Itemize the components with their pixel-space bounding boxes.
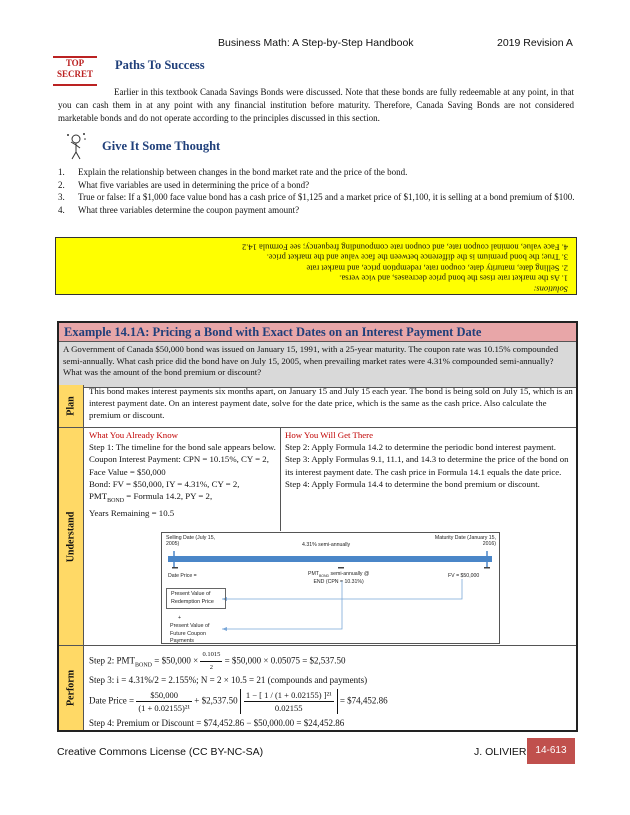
question-item xyxy=(58,204,578,217)
willget-line: Step 2: Apply Formula 14.2 to determine the periodic bond interest payment. xyxy=(285,442,556,453)
willget-line: Step 4: Apply Formula 14.4 to determine the bond premium or discount. xyxy=(285,478,540,489)
question-item xyxy=(58,191,578,204)
pv-coupons-box: Present Value of Future Coupon Payments xyxy=(170,623,210,644)
example-box xyxy=(57,321,578,732)
solution-item: 1. As the market rate rises the bond price decreases, and vice versa. xyxy=(339,274,568,284)
question-number: 3. xyxy=(58,192,65,202)
footer-author: J. OLIVIER xyxy=(474,746,527,758)
plan-text: This bond makes interest payments six months apart, on January 15 and July 15 each year. The bond is being sold on July 15, which is an interest payment date. On an interest payment date, solve for the date price, which is the same as the cash price. Also calculate the premium or discount. xyxy=(89,386,573,421)
understand-label: Understand xyxy=(59,428,84,646)
maturity-date-label: Maturity Date (January 15, 2016) xyxy=(434,535,496,547)
paths-paragraph: Earlier in this textbook Canada Savings Bonds were discussed. Note that these bonds are fully redeemable at any point, in that you can cash them in at any point with any financial institution before maturity. Therefore, Canada Saving Bonds are not considered marketable bonds and do not operate according to the principles discussed in this section. xyxy=(58,87,574,123)
question-text: Explain the relationship between changes in the bond market rate and the price of the bond. xyxy=(78,167,408,177)
example-problem: A Government of Canada $50,000 bond was issued on January 15, 1991, with a 25-year maturity. The coupon rate was 10.15% compounded semi-annually. What cash price did the bond have on July 15, 2005, when prevailing market rates were 4.31% compounded semi-annually? What was the amount of the bond premium or discount? xyxy=(59,342,576,388)
example-title: Example 14.1A: Pricing a Bond with Exact Dates on an Interest Payment Date xyxy=(59,323,576,342)
date-price-label: Date Price = xyxy=(168,573,197,579)
page-header-revision: 2019 Revision A xyxy=(497,37,573,49)
solution-item: 4. Face value, nominal coupon rate, and coupon rate compounding frequency; see Formula 14.2 xyxy=(242,242,568,253)
divider xyxy=(84,427,576,428)
page-number-badge: 14-613 xyxy=(527,738,575,764)
solutions-label: Solutions: xyxy=(533,284,568,295)
rate-label: 4.31% semi-annually xyxy=(302,542,351,548)
know-line: Years Remaining = 10.5 xyxy=(89,507,175,518)
question-text: True or false: If a $1,000 face value bond has a cash price of $1,125 and a market price of $1,100, it is selling at a bond premium of $100. xyxy=(78,192,575,202)
know-line: Step 1: The timeline for the bond sale appears below. xyxy=(89,442,276,453)
perform-steps xyxy=(89,649,573,729)
fv-label: FV = $50,000 xyxy=(448,573,480,579)
how-you-will-get-there xyxy=(285,429,573,490)
thinking-person-icon xyxy=(64,132,88,160)
know-heading: What You Already Know xyxy=(89,430,178,440)
thought-questions-list xyxy=(58,166,578,216)
top-secret-stamp-icon: TOP SECRET xyxy=(53,56,97,86)
question-number: 4. xyxy=(58,204,65,215)
solutions-box xyxy=(55,237,577,295)
perform-label: Perform xyxy=(59,646,84,730)
question-text: What three variables determine the coupon payment amount? xyxy=(78,204,300,215)
know-pmt-line: $PMT_{BOND}$ = Formula 14.2, PY = 2, xyxy=(89,491,213,504)
know-line: Bond: FV = $50,000, IY = 4.31%, CY = 2, xyxy=(89,478,240,489)
solution-item: 2. Selling date, maturity date, coupon rate, redemption price, and market rate xyxy=(306,263,568,274)
willget-line: Step 3: Apply Formulas 9.1, 11.1, and 14.3 to determine the price of the bond on its interest payment date. The cash price in Formula 14.1 equals the date price. xyxy=(285,454,569,477)
willget-heading: How You Will Get There xyxy=(285,430,374,440)
question-item xyxy=(58,166,578,179)
solution-item: 3. True; the bond premium is the difference between the face value and the market price. xyxy=(266,253,568,263)
question-item xyxy=(58,179,578,192)
know-line: Coupon Interest Payment: CPN = 10.15%, CY = 2, Face Value = $50,000 xyxy=(89,454,269,477)
perform-step3: Step 3: i = 4.31%/2 = 2.155%; N = 2 × 10.5 = 21 (compounds and payments) xyxy=(89,675,368,685)
selling-date-label: Selling Date (July 15, 2005) xyxy=(166,535,216,547)
perform-step2: Step 2: $PMT_{BOND}$ = $50,000 × $\frac{0.1015}{2}$ = $50,000 × 0.05075 = $2,537.50 xyxy=(89,651,346,671)
plus-sign: + xyxy=(178,615,182,621)
question-number: 1. xyxy=(58,167,65,177)
bond-timeline-figure xyxy=(161,532,500,644)
paths-to-success-title: Paths To Success xyxy=(115,58,205,72)
divider xyxy=(84,645,576,646)
page-header-title: Business Math: A Step-by-Step Handbook xyxy=(218,37,414,49)
plan-label: Plan xyxy=(59,385,84,428)
date-price-formula: Date Price = $\frac{\$50,000}{\text{(1 + 0.02155)²¹}}$ + $2,537.50 $\frac{\text{1 − [ 1 / (1 + 0.02155) ]²¹}}{0.02155}$ = $74,452.86 xyxy=(89,690,388,713)
pmt-bond-label: $PMT_{BOND}$ semi-annually @ END (CPN = 10.31%) xyxy=(308,571,370,586)
give-it-some-thought-title: Give It Some Thought xyxy=(102,139,221,153)
question-number: 2. xyxy=(58,179,65,190)
divider xyxy=(280,428,281,531)
perform-step4: Step 4: Premium or Discount = $74,452.86 − $50,000.00 = $24,452.86 xyxy=(89,718,345,728)
footer-license: Creative Commons License (CC BY-NC-SA) xyxy=(57,746,264,758)
what-you-already-know xyxy=(89,429,279,519)
question-text: What five variables are used in determining the price of a bond? xyxy=(78,179,310,190)
pv-redemption-box: Present Value of Redemption Price xyxy=(166,588,226,609)
